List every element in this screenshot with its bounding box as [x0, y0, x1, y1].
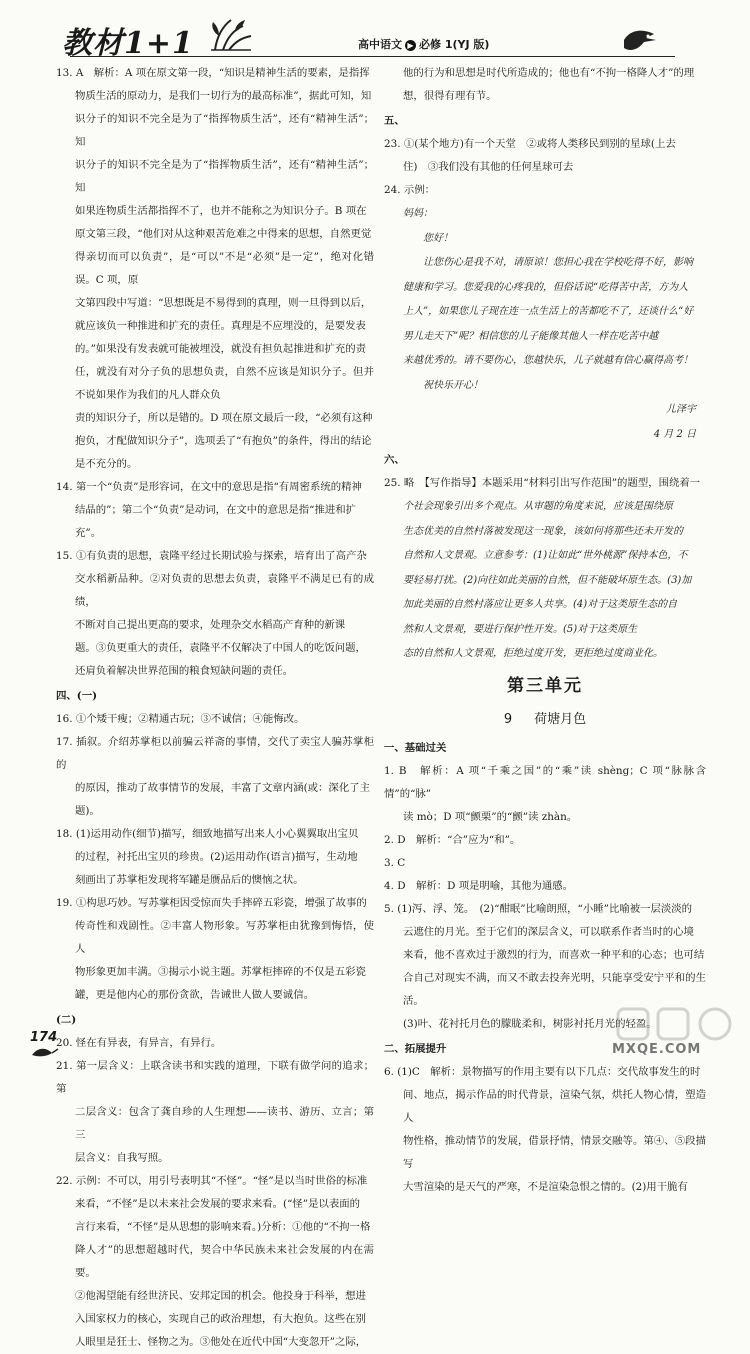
answer-line: 是不充分的。: [75, 458, 138, 470]
section-heading: 四、(一): [56, 690, 98, 702]
section-heading: (二): [56, 1014, 77, 1026]
answer-line: 识分子的知识不完全是为了“指挥物质生活”，还有“精神生活”；知: [75, 113, 374, 148]
answer-line: 想，很得有理有节。: [403, 90, 497, 102]
answer-line: 要轻易打扰。(2)向往如此美丽的自然，但不能破坏原生态。(3)加: [403, 574, 692, 586]
sample-letter: [384, 202, 706, 447]
page-number: 174: [30, 1030, 58, 1045]
answer-line: 态的自然和人文景观，拒绝过度开发，更拒绝过度商业化。: [403, 648, 663, 659]
lesson-name: 荷塘月色: [534, 711, 587, 727]
answer-line: 14. 第一个“负责”是形容词，在文中的意思是指“有周密系统的精神: [56, 481, 362, 493]
letter-line: 健康和学习。您爱我的心疼我的，但俗话说“吃得苦中苦，方为人: [403, 281, 689, 293]
right-column-middle: [384, 449, 706, 667]
letter-line: 让您伤心是我不对，请原谅！您担心我在学校吃得不好，影响: [423, 257, 693, 268]
answer-line: 抱负，才配做知识分子”，选项丢了“有抱负”的条件，得出的结论: [75, 435, 372, 447]
bird-icon: [620, 26, 660, 54]
letter-line: 上人”，如果您儿子现在连一点生活上的苦都吃不了，还谈什么“好: [403, 306, 694, 317]
answer-line: 罐，更是他内心的那份贪欲，告诫世人做人要诚信。: [75, 989, 314, 1001]
answer-line: 合自己对现实不满，而又不敢去投奔光明，只能享受安宁平和的生活。: [403, 971, 706, 1007]
answer-line: ②他渴望能有经世济民、安邦定国的机会。他投身于科举，想进: [75, 1290, 366, 1302]
subject-label: [358, 36, 489, 52]
answer-line: 不断对自己提出更高的要求，处理杂交水稻高产育种的新课: [75, 619, 346, 631]
answer-line: 然和人文景观，要进行保护性开发。(5)对于这类原生: [403, 623, 638, 635]
answer-line: 的。”如果没有发表就可能被埋没，就没有担负起推进和扩充的责: [75, 343, 367, 355]
section-heading: 五、: [384, 115, 405, 127]
answer-line: 4. D 解析：D 项是明喻，其他为通感。: [384, 879, 574, 892]
answer-line: 加此美丽的自然村落应让更多人共享。(4)对于这类原生态的自: [403, 599, 678, 610]
plant-logo-icon: [205, 16, 255, 59]
answer-line: 层含义：自我写照。: [75, 1152, 169, 1164]
answer-line: 来看，他不喜欢过于激烈的行为，而喜欢一种平和的心态；也可结: [403, 948, 705, 961]
answer-line: 他的行为和思想是时代所造成的；他也有“不拘一格降人才”的理: [403, 67, 695, 79]
answer-line: 物形象更加丰满。③揭示小说主题。苏掌柜摔碎的不仅是五彩瓷: [75, 966, 366, 978]
answer-line: 结晶的”；第二个“负责”是动词，在文中的意思是指“推进和扩: [75, 504, 357, 516]
right-column-top: [384, 62, 706, 202]
answer-line: 传奇性和戏剧性。②丰富人物形象。写苏掌柜由犹豫到悔悟，使人: [75, 920, 374, 955]
page-header: [40, 8, 710, 60]
answer-line: 交水稻新品种。②对负责的思想去负责，袁隆平不满足已有的成绩，: [75, 573, 374, 608]
letter-signature: 儿泽宇: [666, 404, 696, 415]
answer-line: 原文第三段，“他们对从这种艰苦危难之中得来的思想，自然更觉: [75, 228, 372, 240]
answer-line: 刻画出了苏掌柜发现将军罐是赝品后的懊恼之状。: [75, 874, 304, 886]
answer-line: 15. ①有负责的思想，袁隆平经过长期试验与探索，培育出了高产杂: [56, 550, 367, 562]
letter-closing: 祝快乐开心！: [423, 379, 483, 391]
section-heading: 六、: [384, 454, 405, 466]
answer-line: 大雪渲染的是天气的严寒，不是渲染急恨之情的。(2)用干脆有: [403, 1180, 688, 1193]
answer-line: 文第四段中写道：“思想既是不易得到的真理，则一旦得到以后，: [75, 297, 372, 309]
answer-line: 任，就没有对分子负的思想负责，自然不应该是知识分子。但并不说如果作为我们的凡人群众负: [75, 366, 374, 401]
answer-line: 充”。: [75, 527, 102, 539]
answer-line: 23. ①(某个地方)有一个天堂 ②或将人类移民到别的星球(上去: [384, 138, 676, 150]
answer-line: 19. ①构思巧妙。写苏掌柜因受惊而失手摔碎五彩瓷，增强了故事的: [56, 897, 367, 909]
answer-line: 来看，“不怪”是以未来社会发展的要求来看。(“怪”是以表面的: [75, 1198, 361, 1210]
answer-line: 间、地点，揭示作品的时代背景，渲染气氛，烘托人物心情，塑造人: [403, 1088, 706, 1124]
answer-line: 责的知识分子，所以是错的。D 项在原文最后一段，“必须有这种: [75, 412, 373, 424]
letter-line: 来越优秀的。请不要伤心，您越快乐，儿子就越有信心赢得高考！: [403, 355, 693, 366]
answer-line: 2. D 解析：“合”应为“和”。: [384, 833, 521, 846]
edition-text: 必修 1(YJ 版): [419, 38, 490, 51]
answer-line: 得亲切而可以负责”，是“可以”不是“必须”是一定”，绝对化错误。C 项，原: [75, 251, 374, 286]
answer-line: 的过程，衬托出宝贝的珍贵。(2)运用动作(语言)描写，生动地: [75, 851, 358, 863]
leaf-ornament-icon: [30, 1045, 60, 1062]
answer-line: 二层含义：包含了龚自珍的人生理想——读书、游历、立言；第三: [75, 1106, 374, 1141]
answer-line: 21. 第一层含义：上联含读书和实践的道理，下联有做学问的追求；第: [56, 1060, 374, 1095]
play-arrow-icon: ▶: [405, 40, 416, 51]
letter-greeting: 您好！: [423, 232, 453, 244]
answer-line: 个社会现象引出多个观点。从审题的角度来说，应该是围绕原: [403, 501, 673, 512]
answer-line: 13. A 解析：A 项在原文第一段，“知识是精神生活的要素，是指挥: [56, 67, 370, 79]
answer-line: 物质生活的原动力，是我们一切行为的最高标准”，据此可知，知: [75, 90, 372, 102]
answer-line: 22. 示例：不可以，用引号表明其“不怪”。“怪”是以当时世俗的标准: [56, 1175, 368, 1187]
letter-body: [384, 251, 706, 374]
section-heading: 一、基础过关: [384, 741, 447, 754]
unit-title: 第三单元: [507, 675, 583, 696]
answer-line: 的原因，推动了故事情节的发展，丰富了文章内涵(或：深化了主: [75, 782, 370, 794]
lesson-number: 9: [503, 711, 513, 727]
answer-line: 降人才”的思想超越时代，契合中华民族未来社会发展的内在需要。: [75, 1244, 374, 1279]
answer-line: 6. (1)C 解析：景物描写的作用主要有以下几点：交代故事发生的时: [384, 1065, 701, 1078]
answer-line: 24. 示例：: [384, 184, 435, 196]
answer-line: 题)。: [75, 805, 100, 817]
answer-line: 云遮住的月光。至于它们的深层含义，可以联系作者当时的心境: [403, 925, 694, 938]
answer-line: 住) ③我们没有其他的任何星球可去: [403, 161, 574, 173]
answer-line: 3. C: [384, 856, 406, 869]
header-rule: [70, 56, 675, 57]
watermark-text: MXQE.COM: [612, 1042, 702, 1057]
answer-line: 如果连物质生活都指挥不了，也并不能称之为知识分子。B 项在: [75, 205, 367, 217]
answer-line: 20. 怪在有异表，有异言，有异行。: [56, 1037, 222, 1049]
answer-line: 自然和人文景观。立意参考：(1)让如此“世外桃源”保持本色，不: [403, 550, 688, 561]
answer-line: 生态优美的自然村落被发现这一现象，该如何将那些还未开发的: [403, 525, 683, 537]
answer-line: 物性格，推动情节的发展，借景抒情，情景交融等。第④、⑤段描写: [403, 1134, 706, 1170]
left-column: [56, 62, 374, 1354]
section-heading: 二、拓展提升: [384, 1042, 447, 1055]
answer-line: 人眼里是狂士、怪物之为。③他处在近代中国“大变忽开”之际，: [75, 1336, 367, 1348]
answer-line: 读 mò；D 项“颤栗”的“颤”读 zhàn。: [403, 810, 578, 823]
letter-salutation: 妈妈：: [403, 208, 433, 219]
answer-line: 入国家权力的核心，实现自己的政治理想，有大抱负。这些在别: [75, 1313, 366, 1325]
letter-line: 男儿走天下”呢？相信您的儿子能像其他人一样在吃苦中越: [403, 330, 659, 342]
answer-line: 就应该负一种推进和扩充的责任。真理是不应埋没的，是要发表: [75, 320, 366, 332]
answer-line: 言行来看，“不怪”是从思想的影响来看。)分析：①他的“不拘一格: [75, 1221, 371, 1233]
right-column-bottom: [384, 737, 706, 1199]
answer-line: 1. B 解析：A 项“千乘之国”的“乘”读 shèng；C 项“脉脉含情”的“脉”: [384, 764, 706, 800]
answer-line: 25. 略 【写作指导】本题采用“材料引出写作范围”的题型，围绕着一: [384, 477, 701, 489]
answer-line: 识分子的知识不完全是为了“指挥物质生活”，还有“精神生活”；知: [75, 159, 374, 194]
answer-line: 18. (1)运用动作(细节)描写，细致地描写出来人小心翼翼取出宝贝: [56, 828, 359, 840]
lesson-title: [384, 708, 706, 731]
subject-text: 高中语文: [358, 38, 402, 51]
brand-logo: 教材1+1: [62, 26, 194, 61]
answer-line: 5. (1)泻、浮、笼。 (2)“酣眠”比喻朗照，“小睡”比喻被一层淡淡的: [384, 902, 693, 915]
answer-line: 16. ①个矮干瘦；②精通古玩；③不诚信；④能悔改。: [56, 713, 305, 725]
letter-date: 4 月 2 日: [653, 428, 696, 440]
answer-line: 题。③负更重大的责任，袁隆平不仅解决了中国人的吃饭问题，: [75, 642, 366, 654]
answer-line: (3)叶、花衬托月色的朦胧柔和，树影衬托月光的轻盈。: [403, 1017, 657, 1030]
answer-line: 17. 插叙。介绍苏掌柜以前骗云祥斋的事情，交代了卖宝人骗苏掌柜的: [56, 736, 374, 771]
answer-line: 还肩负着解决世界范围的粮食短缺问题的责任。: [75, 665, 294, 677]
